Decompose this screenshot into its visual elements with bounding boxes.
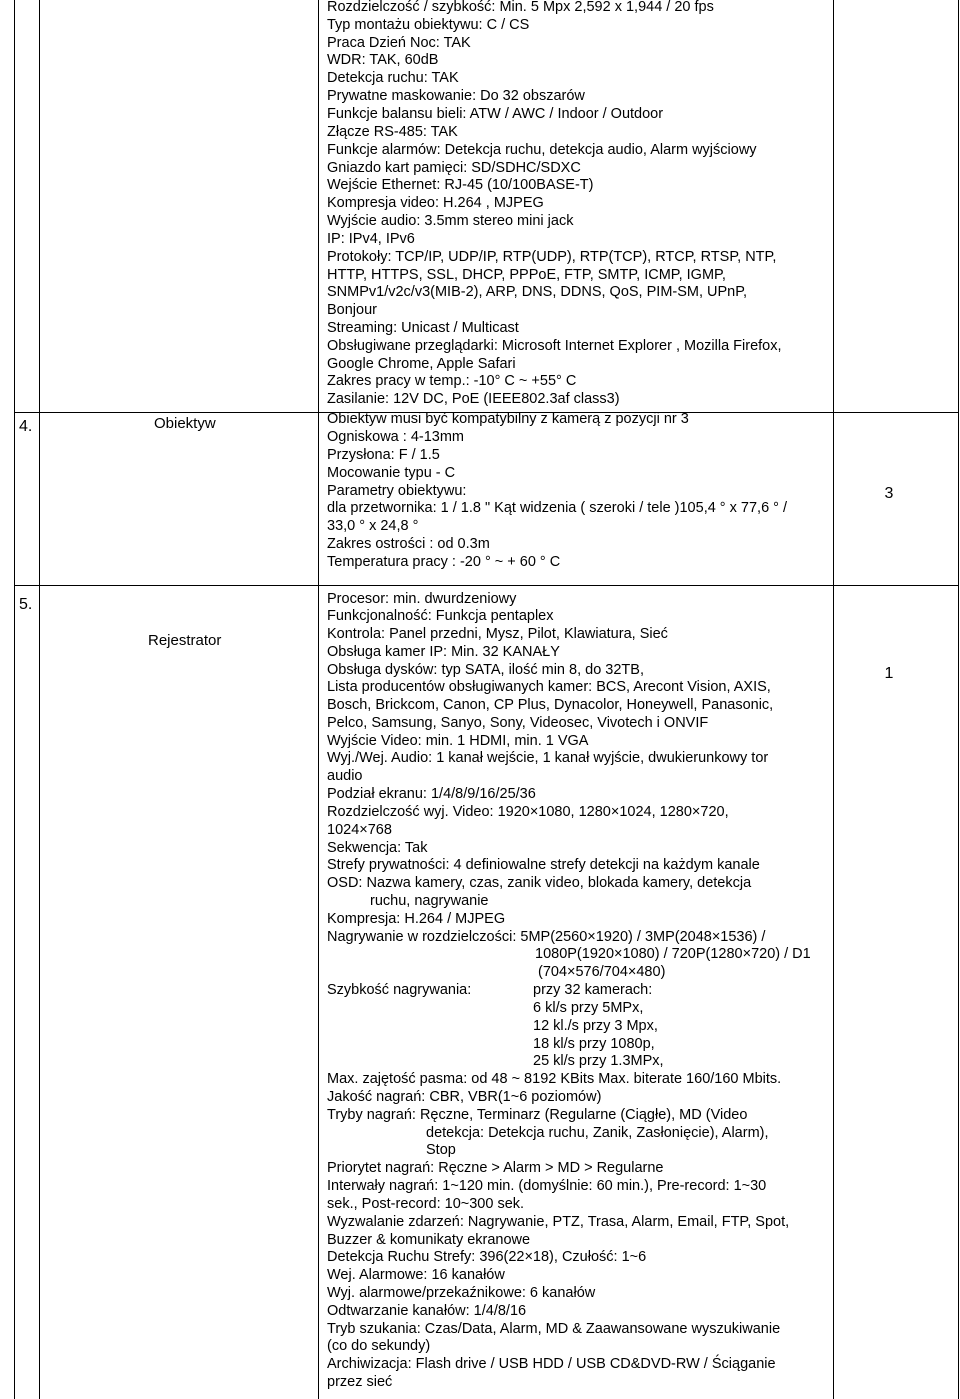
spec-line: Strefy prywatności: 4 definiowalne strefy detekcji na każdym kanale [327,857,760,873]
spec-line: Wyj./Wej. Audio: 1 kanał wejście, 1 kanał wyjście, dwukierunkowy tor [327,750,769,766]
spec-line: Typ montażu obiektywu: C / CS [327,17,530,33]
spec-line: Obsługa kamer IP: Min. 32 KANAŁY [327,644,560,660]
spec-line: 18 kl/s przy 1080p, [533,1036,655,1052]
spec-line: Kompresja: H.264 / MJPEG [327,911,506,927]
row-number: 5. [19,596,33,613]
row-divider [14,585,959,586]
item-name: Obiektyw [154,415,216,432]
spec-line: Wejście Ethernet: RJ-45 (10/100BASE-T) [327,177,594,193]
spec-line: Złącze RS-485: TAK [327,124,458,140]
spec-line: Ogniskowa : 4-13mm [327,429,464,445]
spec-line: Priorytet nagrań: Ręczne > Alarm > MD > Regularne [327,1160,664,1176]
spec-line: Stop [426,1142,456,1158]
spec-line: (704×576/704×480) [538,964,666,980]
spec-line: Temperatura pracy : -20 ° ~ + 60 ° C [327,554,561,570]
spec-line: Wyj. alarmowe/przekaźnikowe: 6 kanałów [327,1285,596,1301]
spec-line: Jakość nagrań: CBR, VBR(1~6 poziomów) [327,1089,602,1105]
item-quantity: 3 [884,485,894,502]
spec-line: 33,0 ° x 24,8 ° [327,518,419,534]
spec-line: (co do sekundy) [327,1338,431,1354]
spec-line: Protokoły: TCP/IP, UDP/IP, RTP(UDP), RTP(TCP), RTCP, RTSP, NTP, [327,249,777,265]
spec-line: Funkcje alarmów: Detekcja ruchu, detekcja audio, Alarm wyjściowy [327,142,757,158]
spec-line: Nagrywanie w rozdzielczości: 5MP(2560×1920) / 3MP(2048×1536) / [327,929,766,945]
spec-line: Pelco, Samsung, Sanyo, Sony, Videosec, Vivotech i ONVIF [327,715,709,731]
spec-line: Zakres ostrości : od 0.3m [327,536,490,552]
spec-line: Przysłona: F / 1.5 [327,447,440,463]
spec-line: Tryb szukania: Czas/Data, Alarm, MD & Zaawansowane wyszukiwanie [327,1321,781,1337]
spec-line: Bosch, Brickcom, Canon, CP Plus, Dynacolor, Honeywell, Panasonic, [327,697,774,713]
spec-line: 1024×768 [327,822,392,838]
spec-line: audio [327,768,363,784]
divider-number [39,0,40,1399]
spec-line: dla przetwornika: 1 / 1.8 " Kąt widzenia ( szeroki / tele )105,4 ° x 77,6 ° / [327,500,788,516]
spec-line: OSD: Nazwa kamery, czas, zanik video, blokada kamery, detekcja [327,875,752,891]
left-border [14,0,15,1399]
spec-line: Streaming: Unicast / Multicast [327,320,519,336]
spec-line: Interwały nagrań: 1~120 min. (domyślnie: 60 min.), Pre-record: 1~30 [327,1178,767,1194]
spec-line: Obiektyw musi być kompatybilny z kamerą z pozycji nr 3 [327,411,689,427]
spec-line: Zasilanie: 12V DC, PoE (IEEE802.3af class3) [327,391,620,407]
spec-line: 6 kl/s przy 5MPx, [533,1000,644,1016]
spec-line: Rozdzielczość / szybkość: Min. 5 Mpx 2,592 x 1,944 / 20 fps [327,0,714,15]
spec-line: Bonjour [327,302,377,318]
divider-spec [833,0,834,1399]
spec-line: Obsługiwane przeglądarki: Microsoft Internet Explorer , Mozilla Firefox, [327,338,782,354]
spec-line: Rozdzielczość wyj. Video: 1920×1080, 1280×1024, 1280×720, [327,804,729,820]
spec-line: Detekcja ruchu: TAK [327,70,459,86]
spec-line: Odtwarzanie kanałów: 1/4/8/16 [327,1303,527,1319]
spec-line: Archiwizacja: Flash drive / USB HDD / USB CD&DVD-RW / Ściąganie [327,1356,776,1372]
spec-line: Tryby nagrań: Ręczne, Terminarz (Regularne (Ciągłe), MD (Video [327,1107,748,1123]
spec-line: Wyjście Video: min. 1 HDMI, min. 1 VGA [327,733,589,749]
spec-line: sek., Post-record: 10~300 sek. [327,1196,525,1212]
spec-line: 1080P(1920×1080) / 720P(1280×720) / D1 [535,946,811,962]
spec-line: 12 kl./s przy 3 Mpx, [533,1018,658,1034]
right-border [958,0,959,1399]
spec-line: Szybkość nagrywania: [327,982,472,998]
spec-line: Wyzwalanie zdarzeń: Nagrywanie, PTZ, Trasa, Alarm, Email, FTP, Spot, [327,1214,790,1230]
spec-line: Funkcjonalność: Funkcja pentaplex [327,608,554,624]
row-number: 4. [19,418,33,435]
spec-line: 25 kl/s przy 1.3MPx, [533,1053,664,1069]
spec-line: Podział ekranu: 1/4/8/9/16/25/36 [327,786,536,802]
spec-line: przez sieć [327,1374,393,1390]
spec-line: Google Chrome, Apple Safari [327,356,516,372]
spec-line: HTTP, HTTPS, SSL, DHCP, PPPoE, FTP, SMTP, ICMP, IGMP, [327,267,726,283]
item-quantity: 1 [884,665,894,682]
spec-line: Prywatne maskowanie: Do 32 obszarów [327,88,585,104]
spec-line: Max. zajętość pasma: od 48 ~ 8192 KBits Max. biterate 160/160 Mbits. [327,1071,782,1087]
spec-line: Sekwencja: Tak [327,840,428,856]
spec-line: Kontrola: Panel przedni, Mysz, Pilot, Klawiatura, Sieć [327,626,668,642]
spec-line: Obsługa dysków: typ SATA, ilość min 8, do 32TB, [327,662,644,678]
spec-line: Procesor: min. dwurdzeniowy [327,591,517,607]
spec-line: Buzzer & komunikaty ekranowe [327,1232,531,1248]
spec-line: Parametry obiektywu: [327,483,467,499]
spec-line: Mocowanie typu - C [327,465,456,481]
spec-line: IP: IPv4, IPv6 [327,231,415,247]
spec-line: Wej. Alarmowe: 16 kanałów [327,1267,505,1283]
spec-line: Zakres pracy w temp.: -10° C ~ +55° C [327,373,577,389]
spec-line: ruchu, nagrywanie [370,893,489,909]
spec-line: Funkcje balansu bieli: ATW / AWC / Indoor / Outdoor [327,106,664,122]
spec-line: przy 32 kamerach: [533,982,653,998]
divider-name [318,0,319,1399]
spec-line: Wyjście audio: 3.5mm stereo mini jack [327,213,574,229]
spec-line: detekcja: Detekcja ruchu, Zanik, Zasłonięcie), Alarm), [426,1125,769,1141]
spec-line: Detekcja Ruchu Strefy: 396(22×18), Czułość: 1~6 [327,1249,647,1265]
spec-line: Kompresja video: H.264 , MJPEG [327,195,544,211]
spec-line: Praca Dzień Noc: TAK [327,35,471,51]
spec-line: SNMPv1/v2c/v3(MIB-2), ARP, DNS, DDNS, QoS, PIM-SM, UPnP, [327,284,748,300]
spec-line: WDR: TAK, 60dB [327,52,439,68]
item-name: Rejestrator [148,632,222,649]
spec-line: Gniazdo kart pamięci: SD/SDHC/SDXC [327,160,581,176]
spec-line: Lista producentów obsługiwanych kamer: BCS, Arecont Vision, AXIS, [327,679,771,695]
